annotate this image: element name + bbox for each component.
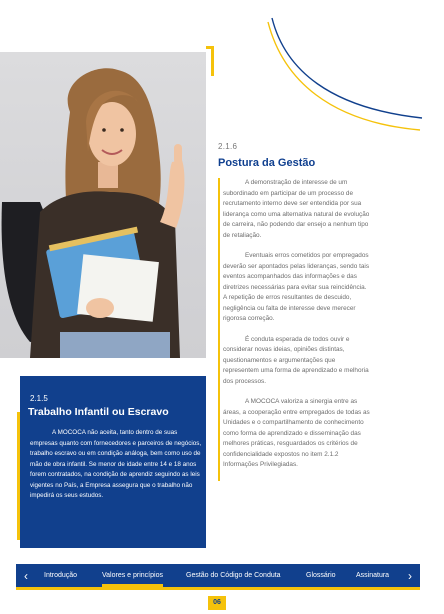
nav-item-introducao[interactable]: Introdução — [44, 572, 78, 579]
nav-item-glossario[interactable]: Glossário — [306, 572, 336, 579]
bottom-navigation — [16, 564, 420, 590]
student-photo — [0, 52, 206, 358]
paragraph: É conduta esperada de todos ouvir e considerar novas ideias, opiniões distintas, questionamentos e argumentações que representem uma forma de aprendizado e melhoria dos processos. — [223, 335, 369, 385]
paragraph: A MOCOCA valoriza a sinergia entre as áreas, a cooperação entre empregados de todas as Unidades e o compartilhamento de conhecimento como forma de aprendizado e disseminação das melhores práticas, resguardados os critérios de confidencialidade expostos no item 2.1.2 Informações Privilegiadas. — [223, 398, 370, 468]
paragraph: A demonstração de interesse de um subordinado em participar de um processo de recrutamento interno deve ser entendida por sua liderança como uma alternativa natural de evolução de carreira, não podendo dar ensejo a nenhum tipo de retaliação. — [223, 179, 370, 239]
page-number: 06 — [208, 596, 226, 610]
accent-bar — [17, 412, 20, 540]
section-number: 2.1.5 — [30, 394, 48, 403]
paragraph: Eventuais erros cometidos por empregados deverão ser apontados pelas lideranças, sendo tais eventos acompanhados das informações e das diretrizes necessárias para evitar sua reincidência. A repetição de erros resultantes de descuido, negligência ou falta de interesse deve merecer rigorosa correção. — [223, 252, 370, 322]
nav-item-assinatura[interactable]: Assinatura — [356, 572, 390, 579]
section-number: 2.1.6 — [218, 142, 238, 151]
chevron-left-icon[interactable]: ‹ — [24, 569, 28, 583]
chevron-right-icon[interactable]: › — [408, 569, 412, 583]
nav-item-gestao[interactable]: Gestão do Código de Conduta — [186, 572, 281, 579]
section-title: Postura da Gestão — [218, 157, 316, 169]
nav-item-valores[interactable]: Valores e princípios — [102, 572, 163, 579]
section-2-1-5-box — [20, 376, 206, 548]
section-2-1-6-body — [218, 178, 370, 481]
section-title: Trabalho Infantil ou Escravo — [28, 406, 169, 418]
section-body: A MOCOCA não aceita, tanto dentro de suas empresas quanto com fornecedores e parceiros de negócios, trabalho escravo ou em condição análoga, bem como uso de mão de obra infantil. Se menor de idade entre 14 e 18 anos forem contratados, na condição de aprendiz seguindo as leis vigentes no País, a Empresa assegura que o trabalho não impedirá os seus estudos. — [30, 429, 202, 499]
section-2-1-6-header — [218, 142, 368, 169]
photo-yellow-accent — [206, 46, 214, 76]
